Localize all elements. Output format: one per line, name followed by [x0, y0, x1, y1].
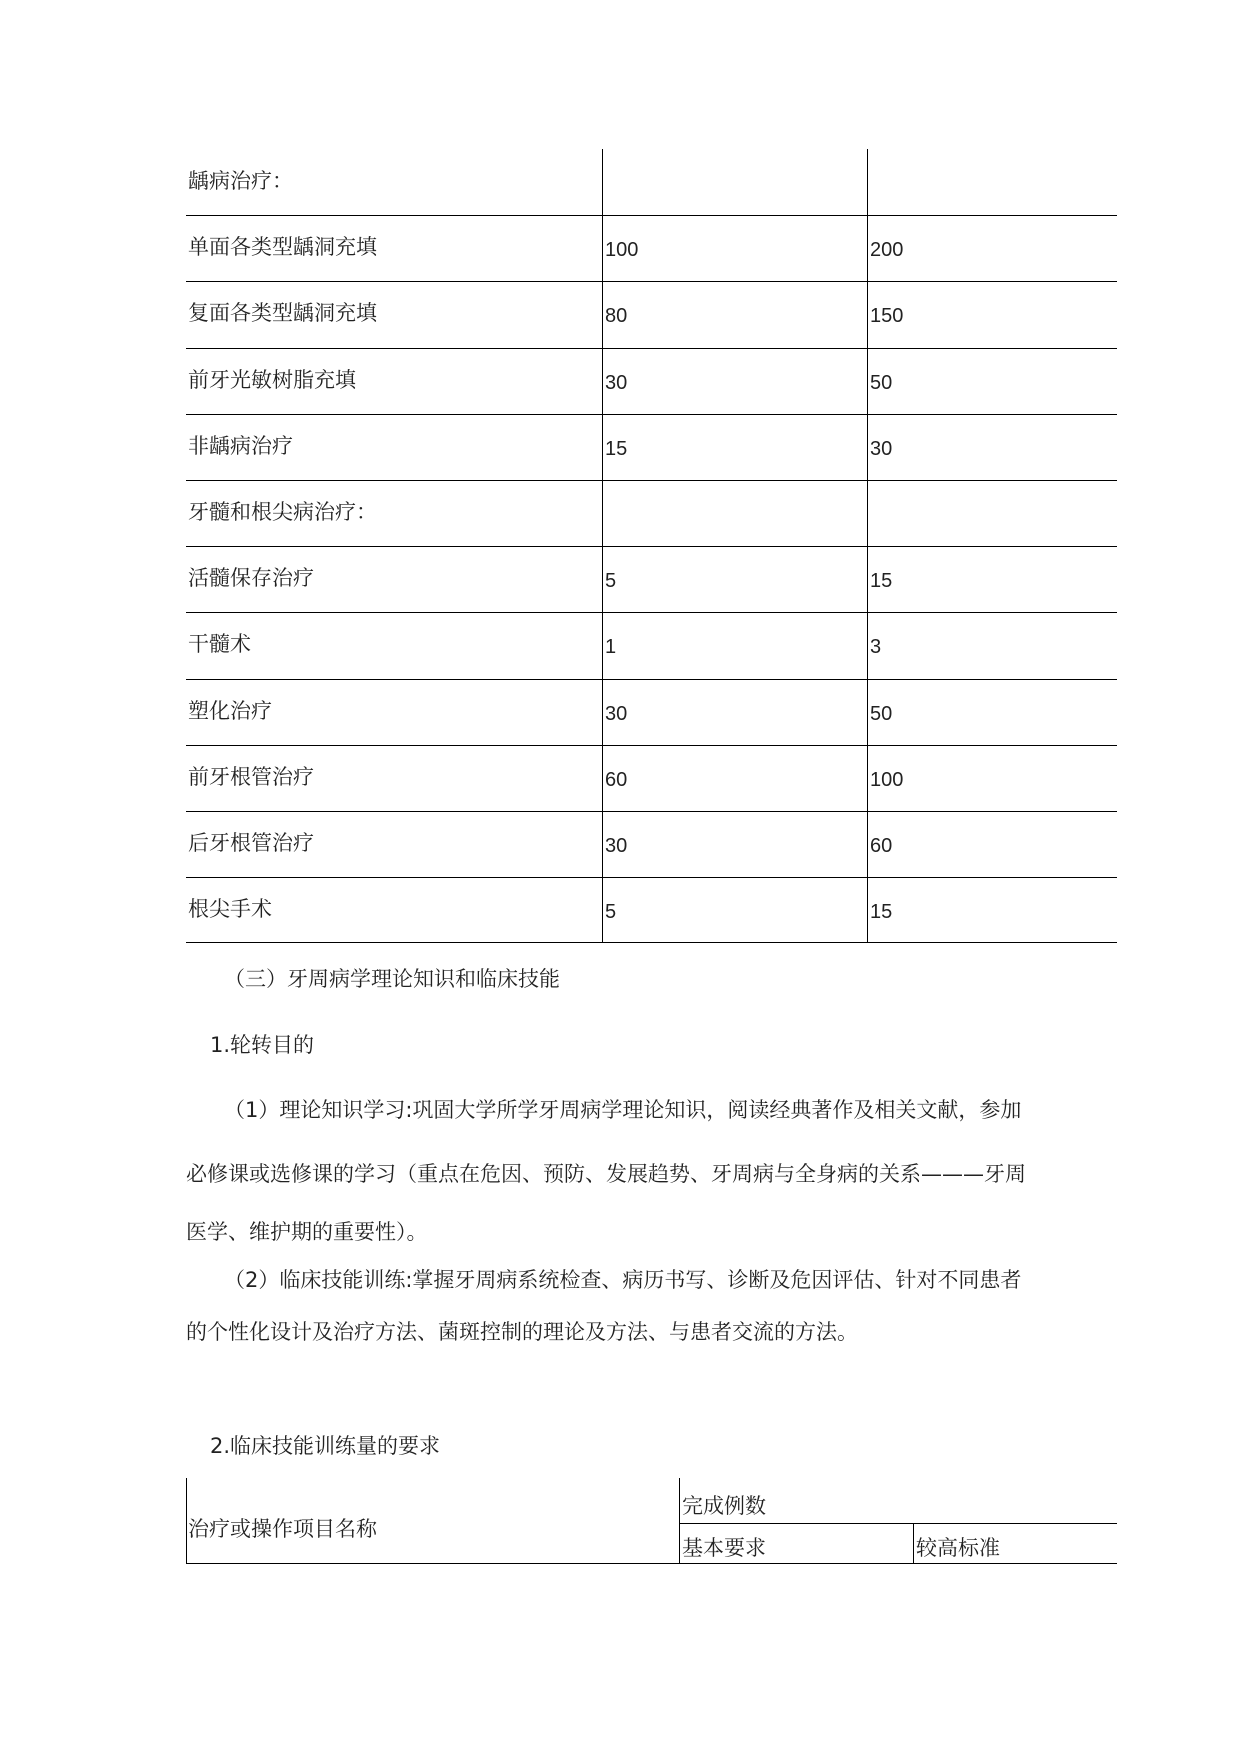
cell-item-name: 复面各类型龋洞充填: [188, 301, 377, 326]
table-row-divider: [186, 811, 1117, 812]
table-row: [186, 612, 1117, 678]
cell-basic-count: 5: [605, 901, 617, 924]
table-column-divider: [913, 1523, 914, 1564]
section-heading: （三）牙周病学理论知识和临床技能: [224, 967, 560, 991]
table-border-bottom: [186, 1563, 1117, 1564]
item1-title: 1.轮转目的: [210, 1033, 315, 1057]
cell-basic-count: 5: [605, 570, 617, 593]
table-row: [186, 480, 1117, 546]
cell-basic-count: 80: [605, 305, 628, 328]
cell-item-name: 活髓保存治疗: [188, 566, 314, 591]
treatment-quota-table: [186, 149, 1117, 943]
periodontal-quota-table-header: [186, 1478, 1117, 1564]
table-row: [186, 414, 1117, 480]
cell-basic-count: 30: [605, 702, 628, 725]
paragraph-theory-line3: 医学、维护期的重要性）。: [186, 1220, 428, 1244]
paragraph-clinical-line2: 的个性化设计及治疗方法、菌斑控制的理论及方法、与患者交流的方法。: [186, 1320, 858, 1344]
table-row-divider: [186, 877, 1117, 878]
cell-basic-count: 15: [605, 437, 628, 460]
table-row: [186, 679, 1117, 745]
table-row-divider: [186, 679, 1117, 680]
cell-advanced-count: 60: [870, 835, 893, 857]
cell-basic-count: 1: [605, 636, 617, 659]
column-header-basic: 基本要求: [682, 1536, 766, 1560]
table-row-divider: [186, 281, 1117, 282]
table-row-divider: [186, 414, 1117, 415]
table-row-divider: [186, 546, 1117, 547]
cell-advanced-count: 200: [870, 239, 904, 262]
cell-item-name: 塑化治疗: [188, 698, 272, 723]
cell-basic-count: 30: [605, 835, 628, 857]
cell-advanced-count: 50: [870, 371, 893, 394]
table-row-divider: [186, 215, 1117, 216]
cell-basic-count: 100: [605, 239, 639, 262]
table-border-bottom: [186, 942, 1117, 943]
column-header-advanced: 较高标准: [916, 1536, 1000, 1560]
paragraph-theory-line2: 必修课或选修课的学习（重点在危因、预防、发展趋势、牙周病与全身病的关系———牙周: [186, 1162, 1026, 1186]
cell-item-name: 龋病治疗：: [188, 169, 293, 193]
table-row-divider: [186, 745, 1117, 746]
table-row: [186, 877, 1117, 943]
cell-item-name: 根尖手术: [188, 897, 272, 922]
cell-advanced-count: 100: [870, 768, 904, 791]
table-column-divider: [679, 1478, 680, 1564]
cell-item-name: 前牙光敏树脂充填: [188, 367, 356, 392]
cell-item-name: 前牙根管治疗: [188, 764, 314, 789]
cell-item-name: 牙髓和根尖病治疗：: [188, 500, 377, 524]
cell-advanced-count: 15: [870, 901, 893, 924]
table-row: [186, 546, 1117, 612]
cell-item-name: 非龋病治疗: [188, 433, 293, 458]
table-border-left: [186, 1478, 187, 1564]
table-row-divider: [186, 348, 1117, 349]
paragraph-theory-line1: （1）理论知识学习:巩固大学所学牙周病学理论知识，阅读经典著作及相关文献，参加: [224, 1098, 1022, 1122]
table-row: [186, 348, 1117, 414]
cell-advanced-count: 3: [870, 636, 882, 659]
table-row-divider: [186, 612, 1117, 613]
column-header-completed-count: 完成例数: [682, 1494, 766, 1518]
cell-advanced-count: 30: [870, 437, 893, 460]
cell-basic-count: 30: [605, 371, 628, 394]
table-row: [186, 281, 1117, 347]
column-header-item-name: 治疗或操作项目名称: [188, 1517, 377, 1541]
cell-advanced-count: 50: [870, 702, 893, 725]
item2-title: 2.临床技能训练量的要求: [210, 1434, 441, 1458]
cell-item-name: 干髓术: [188, 632, 251, 657]
cell-advanced-count: 15: [870, 570, 893, 593]
table-row: [186, 811, 1117, 877]
cell-basic-count: 60: [605, 768, 628, 791]
table-row: [186, 215, 1117, 281]
cell-advanced-count: 150: [870, 305, 904, 328]
cell-item-name: 单面各类型龋洞充填: [188, 235, 377, 260]
paragraph-clinical-line1: （2）临床技能训练:掌握牙周病系统检查、病历书写、诊断及危因评估、针对不同患者: [224, 1268, 1022, 1292]
table-row: [186, 745, 1117, 811]
table-row-divider: [679, 1523, 1117, 1524]
cell-item-name: 后牙根管治疗: [188, 831, 314, 855]
table-row: [186, 149, 1117, 215]
table-row-divider: [186, 480, 1117, 481]
